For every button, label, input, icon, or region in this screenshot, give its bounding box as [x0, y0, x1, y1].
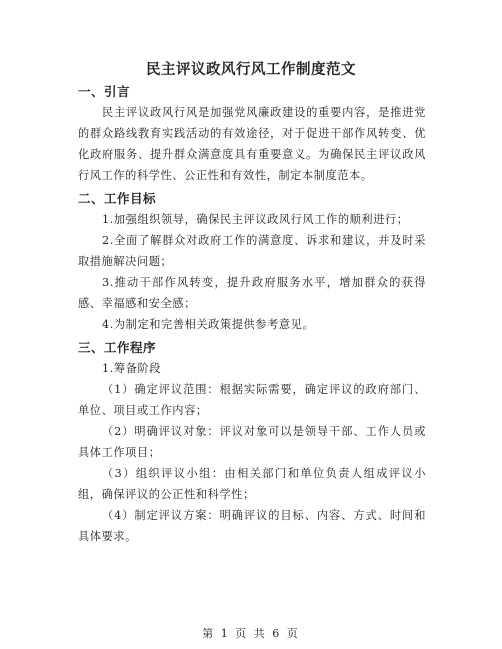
- goal-item: 1.加强组织领导，确保民主评议政风行风工作的顺利进行；: [102, 213, 409, 226]
- procedure-item: （4）制定评议方案：明确评议的目标、内容、方式、时间和具体要求。: [78, 509, 426, 543]
- intro-paragraph: 民主评议政风行风是加强党风廉政建设的重要内容，是推进党的群众路线教育实践活动的有效途径，对于促进干部作风转变、优化政府服务、提升群众满意度具有重要意义。为确保民主评议政风行风工作的科学性、公正性和有效性，制定本制度范本。: [78, 106, 426, 182]
- section-heading-goals: 二、工作目标: [78, 191, 157, 206]
- page-footer: 第 1 页 共 6 页: [202, 627, 300, 640]
- procedure-item: （1）确定评议范围：根据实际需要，确定评议的政府部门、单位、项目或工作内容；: [78, 383, 426, 417]
- goal-item: 2.全面了解群众对政府工作的满意度、诉求和建议，并及时采取措施解决问题；: [78, 234, 426, 268]
- procedure-item: （3）组织评议小组：由相关部门和单位负责人组成评议小组，确保评议的公正性和科学性；: [78, 467, 426, 501]
- document-body: [78, 80, 426, 547]
- section-heading-intro: 一、引言: [78, 84, 131, 99]
- goal-item: 4.为制定和完善相关政策提供参考意见。: [102, 318, 315, 331]
- goal-item: 3.推动干部作风转变，提升政府服务水平，增加群众的获得感、幸福感和安全感；: [78, 276, 426, 310]
- procedure-stage: 1.筹备阶段: [102, 362, 162, 375]
- procedure-item: （2）明确评议对象：评议对象可以是领导干部、工作人员或具体工作项目；: [78, 425, 426, 459]
- section-heading-procedure: 三、工作程序: [78, 340, 157, 355]
- document-title: 民主评议政风行风工作制度范文: [146, 62, 356, 78]
